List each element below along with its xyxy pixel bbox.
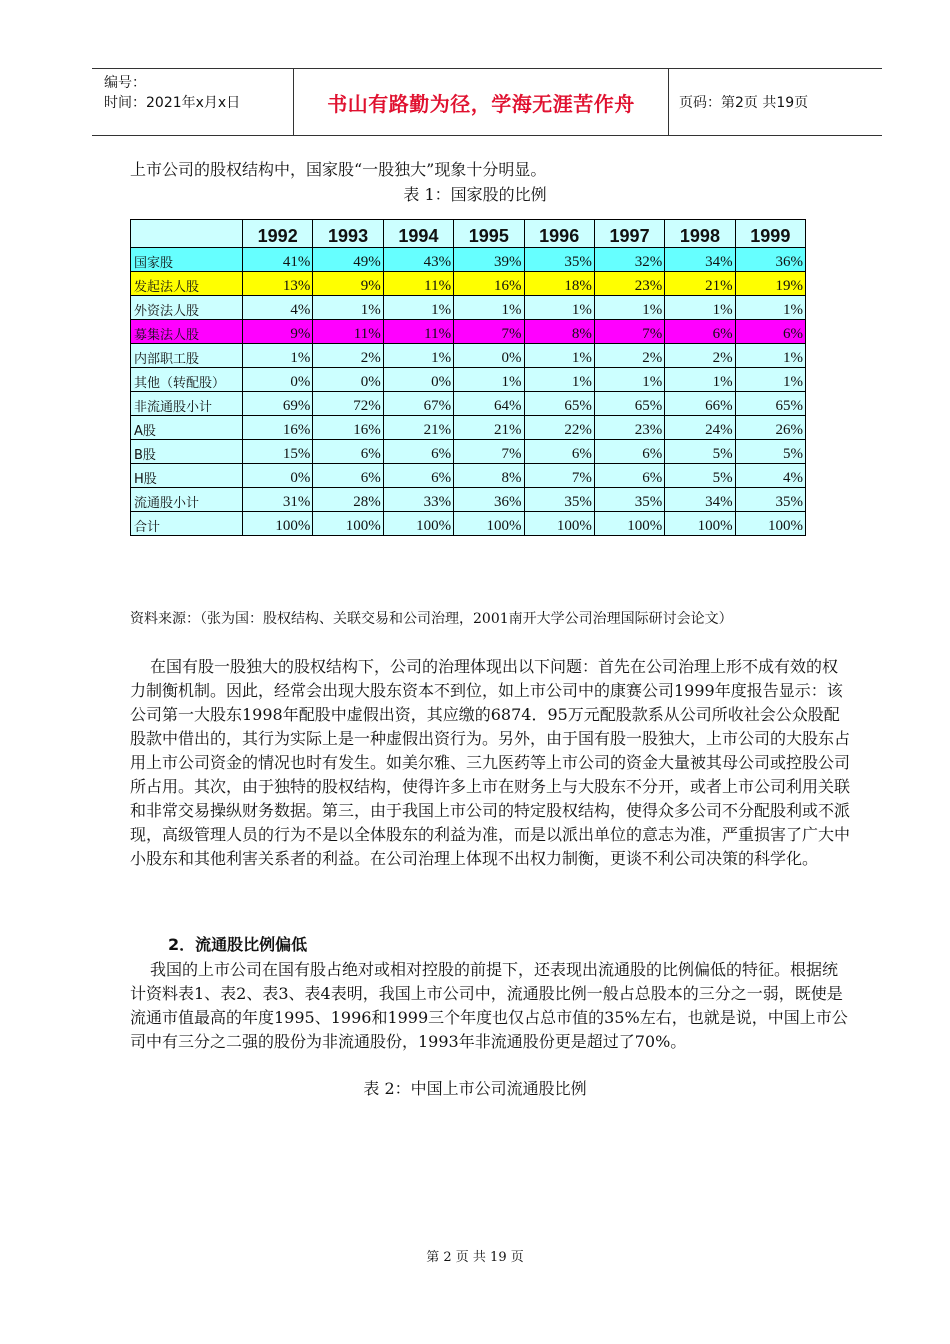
table-cell: 34% — [665, 488, 735, 512]
table-cell: 1% — [454, 296, 524, 320]
table-cell: 1% — [524, 368, 594, 392]
table-cell: 100% — [243, 512, 313, 536]
row-label: 国家股 — [131, 248, 243, 272]
row-label: 非流通股小计 — [131, 392, 243, 416]
row-label: 内部职工股 — [131, 344, 243, 368]
row-label: 外资法人股 — [131, 296, 243, 320]
table-cell: 33% — [383, 488, 453, 512]
table-cell: 1% — [665, 368, 735, 392]
table-cell: 0% — [454, 344, 524, 368]
table-row — [131, 320, 806, 344]
intro-text: 上市公司的股权结构中，国家股“一股独大”现象十分明显。 — [130, 160, 547, 179]
table-cell: 32% — [594, 248, 664, 272]
table-cell: 21% — [665, 272, 735, 296]
table-cell: 0% — [383, 368, 453, 392]
row-label: 发起法人股 — [131, 272, 243, 296]
table-row — [131, 344, 806, 368]
table-cell: 1% — [454, 368, 524, 392]
header-time: 时间：2021年x月x日 — [104, 95, 241, 111]
table-row — [131, 248, 806, 272]
year-header: 1996 — [524, 220, 594, 248]
row-label: B股 — [131, 440, 243, 464]
table-cell: 23% — [594, 272, 664, 296]
table-cell: 100% — [524, 512, 594, 536]
table-cell: 6% — [735, 320, 805, 344]
table-cell: 1% — [383, 344, 453, 368]
page-header — [92, 68, 882, 136]
table-row — [131, 512, 806, 536]
table-cell: 0% — [243, 464, 313, 488]
table-cell: 1% — [594, 368, 664, 392]
table-cell: 6% — [524, 440, 594, 464]
table-cell: 1% — [735, 296, 805, 320]
table-cell: 4% — [735, 464, 805, 488]
table-cell: 6% — [313, 440, 383, 464]
table-cell: 43% — [383, 248, 453, 272]
table-cell: 11% — [383, 272, 453, 296]
table-row — [131, 416, 806, 440]
table-cell: 5% — [735, 440, 805, 464]
page-footer: 第 2 页 共 19 页 — [426, 1250, 524, 1265]
table-cell: 31% — [243, 488, 313, 512]
header-number: 编号： — [104, 75, 146, 91]
table-cell: 35% — [735, 488, 805, 512]
year-header: 1992 — [243, 220, 313, 248]
year-header: 1998 — [665, 220, 735, 248]
table-cell: 15% — [243, 440, 313, 464]
table-cell: 1% — [524, 296, 594, 320]
source-note: 资料来源：（张为国：股权结构、关联交易和公司治理，2001南开大学公司治理国际研讨会论文） — [130, 611, 733, 627]
table2-caption: 表 2：中国上市公司流通股比例 — [363, 1079, 587, 1098]
table-cell: 19% — [735, 272, 805, 296]
table-cell: 67% — [383, 392, 453, 416]
table-row — [131, 272, 806, 296]
table-cell: 36% — [454, 488, 524, 512]
table-cell: 65% — [735, 392, 805, 416]
table-row — [131, 464, 806, 488]
table-cell: 16% — [454, 272, 524, 296]
table1-caption: 表 1：国家股的比例 — [403, 185, 547, 204]
table-cell: 18% — [524, 272, 594, 296]
table-cell: 35% — [524, 248, 594, 272]
table-cell: 23% — [594, 416, 664, 440]
table-cell: 36% — [735, 248, 805, 272]
table-cell: 6% — [383, 464, 453, 488]
row-label: A股 — [131, 416, 243, 440]
table-cell: 1% — [735, 344, 805, 368]
table-cell: 28% — [313, 488, 383, 512]
row-label: 合计 — [131, 512, 243, 536]
table-cell: 21% — [454, 416, 524, 440]
table-cell: 35% — [524, 488, 594, 512]
table-cell: 69% — [243, 392, 313, 416]
table-cell: 13% — [243, 272, 313, 296]
table-row — [131, 440, 806, 464]
table-row — [131, 392, 806, 416]
table-cell: 16% — [243, 416, 313, 440]
table-cell: 21% — [383, 416, 453, 440]
table-cell: 5% — [665, 464, 735, 488]
table-cell: 6% — [594, 464, 664, 488]
table-cell: 5% — [665, 440, 735, 464]
table-cell: 9% — [243, 320, 313, 344]
table-cell: 100% — [665, 512, 735, 536]
table-row — [131, 368, 806, 392]
ownership-table — [130, 219, 806, 536]
table-cell: 2% — [313, 344, 383, 368]
year-header: 1993 — [313, 220, 383, 248]
table-cell: 7% — [454, 440, 524, 464]
table-corner-cell — [131, 220, 243, 248]
table-cell: 1% — [524, 344, 594, 368]
table-cell: 8% — [454, 464, 524, 488]
table-cell: 11% — [313, 320, 383, 344]
header-meta — [92, 69, 294, 135]
table-cell: 1% — [594, 296, 664, 320]
row-label: 其他（转配股） — [131, 368, 243, 392]
table-cell: 64% — [454, 392, 524, 416]
table-cell: 1% — [665, 296, 735, 320]
table-cell: 41% — [243, 248, 313, 272]
table-cell: 6% — [383, 440, 453, 464]
table-cell: 24% — [665, 416, 735, 440]
table-cell: 100% — [735, 512, 805, 536]
table-cell: 65% — [594, 392, 664, 416]
table-cell: 7% — [454, 320, 524, 344]
table-cell: 49% — [313, 248, 383, 272]
table-cell: 16% — [313, 416, 383, 440]
table-cell: 9% — [313, 272, 383, 296]
row-label: 募集法人股 — [131, 320, 243, 344]
table-cell: 100% — [383, 512, 453, 536]
table-cell: 34% — [665, 248, 735, 272]
year-header: 1999 — [735, 220, 805, 248]
header-motto: 书山有路勤为径，学海无涯苦作舟 — [294, 69, 669, 135]
table-cell: 72% — [313, 392, 383, 416]
table-cell: 66% — [665, 392, 735, 416]
table-cell: 22% — [524, 416, 594, 440]
table-header-row — [131, 220, 806, 248]
table-cell: 7% — [524, 464, 594, 488]
table-row — [131, 296, 806, 320]
table-cell: 100% — [313, 512, 383, 536]
year-header: 1995 — [454, 220, 524, 248]
year-header: 1994 — [383, 220, 453, 248]
table-cell: 26% — [735, 416, 805, 440]
table-cell: 6% — [313, 464, 383, 488]
table-cell: 1% — [243, 344, 313, 368]
paragraph-1: 在国有股一股独大的股权结构下，公司的治理体现出以下问题：首先在公司治理上形不成有效的权力制衡机制。因此，经常会出现大股东资本不到位，如上市公司中的康赛公司1999年度报告显示：该公司第一大股东1998年配股中虚假出资，其应缴的6874．95万元配股款系从公司所收社会公众股配股款中借出的，其行为实际上是一种虚假出资行为。另外，由于国有股一股独大，上市公司的大股东占用上市公司资金的情况也时有发生。如美尔雅、三九医药等上市公司的资金大量被其母公司或控股公司所占用。其次，由于独特的股权结构，使得许多上市在财务上与大股东不分开，或者上市公司利用关联和非常交易操纵财务数据。第三，由于我国上市公司的特定股权结构，使得众多公司不分配股利或不派现，高级管理人员的行为不是以全体股东的利益为准，而是以派出单位的意志为准，严重损害了广大中小股东和其他利害关系者的利益。在公司治理上体现不出权力制衡，更谈不利公司决策的科学化。 — [130, 657, 851, 868]
table-cell: 65% — [524, 392, 594, 416]
table-cell: 100% — [594, 512, 664, 536]
table-cell: 35% — [594, 488, 664, 512]
table-cell: 2% — [594, 344, 664, 368]
table-cell: 100% — [454, 512, 524, 536]
table-cell: 6% — [665, 320, 735, 344]
table-cell: 11% — [383, 320, 453, 344]
table-cell: 2% — [665, 344, 735, 368]
row-label: H股 — [131, 464, 243, 488]
year-header: 1997 — [594, 220, 664, 248]
table-cell: 7% — [594, 320, 664, 344]
paragraph-2: 我国的上市公司在国有股占绝对或相对控股的前提下，还表现出流通股的比例偏低的特征。根据统计资料表1、表2、表3、表4表明，我国上市公司中，流通股比例一般占总股本的三分之一弱，既使是流通市值最高的年度1995、1996和1999三个年度也仅占总市值的35%左右，也就是说，中国上市公司中有三分之二强的股份为非流通股份，1993年非流通股份更是超过了70%。 — [130, 960, 848, 1051]
table-row — [131, 488, 806, 512]
table-cell: 0% — [313, 368, 383, 392]
table-cell: 39% — [454, 248, 524, 272]
table-cell: 1% — [383, 296, 453, 320]
section-heading: 2．流通股比例偏低 — [168, 935, 308, 954]
table-cell: 4% — [243, 296, 313, 320]
row-label: 流通股小计 — [131, 488, 243, 512]
header-page-number: 页码：第2页 共19页 — [679, 95, 809, 111]
table-cell: 6% — [594, 440, 664, 464]
table-cell: 1% — [313, 296, 383, 320]
table-cell: 0% — [243, 368, 313, 392]
table-cell: 1% — [735, 368, 805, 392]
table-cell: 8% — [524, 320, 594, 344]
